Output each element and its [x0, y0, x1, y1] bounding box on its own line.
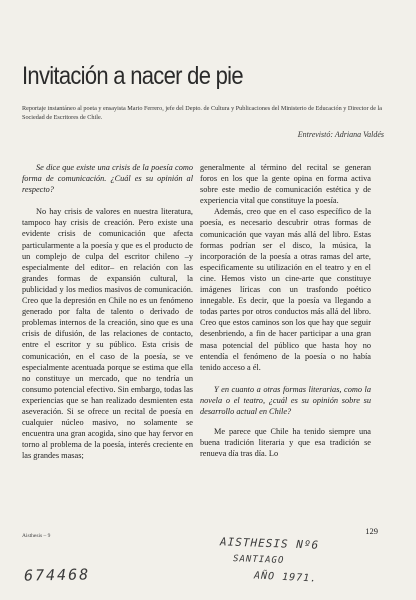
left-column	[22, 162, 193, 461]
answer-2: Me parece que Chile ha tenido siempre una buena tradición literaria y que esa tradición se renueva día tras día. Lo	[200, 427, 371, 459]
right-column	[200, 162, 371, 459]
page-number: 129	[365, 526, 378, 536]
handwritten-catalog-code: 674468	[23, 565, 91, 585]
handwritten-journal-note: AISTHESIS Nº6	[219, 535, 320, 552]
article-title: Invitación a nacer de pie	[22, 62, 243, 90]
answer-1-continued: generalmente al término del recital se generan foros en los que la gente opina en forma activa sobre este medio de comunicación estética y de experiencia vital que constituye la poesía.	[200, 163, 371, 206]
question-1: Se dice que existe una crisis de la poesía como forma de comunicación. ¿Cuál es su opinión al respecto?	[22, 163, 193, 195]
journal-footer: Aisthesis – 9	[22, 533, 51, 539]
handwritten-year-note: AÑO 1971.	[253, 570, 318, 585]
answer-1-continued-2: Además, creo que en el caso específico de la poesía, es necesario descubrir otras formas de comunicación que vayan más allá del libro. Estas formas podrían ser el disco, la música, la incorporación de la poesía a otras ramas del arte, especificamente su utilización en el teatro y en el cine. Hemos visto un cine-arte que constituye imágenes líricas con un trasfondo poético innegable. Es decir, que la poesía va llegando a todas partes por otros conductos más allá del libro. Creo que estos caminos son los que hay que seguir desenbriendo, a fin de hacer participar a una gran masa potencial del público que hasta hoy no entendía el fenómeno de la poesía o no había tenido acceso a él.	[200, 207, 371, 372]
interviewer-credit: Entrevistó: Adriana Valdés	[297, 130, 384, 139]
handwritten-city-note: SANTIAGO	[232, 554, 285, 566]
question-2: Y en cuanto a otras formas literarias, como la novela o el teatro, ¿cuál es su opinión sobre su desarrollo actual en Chile?	[200, 384, 371, 416]
article-intro: Reportaje instantáneo al poeta y ensayista Mario Ferrero, jefe del Depto. de Cultura y Publicaciones del Ministerio de Educación y Director de la Sociedad de Escritores de Chile.	[22, 105, 382, 121]
answer-1: No hay crisis de valores en nuestra literatura, tampoco hay crisis de creación. Pero existe una evidente crisis de comunicación que afecta particularmente a la poesía y que es el producto de un complejo de culpa del escritor chileno –y especialmente del editor– en relación con las grandes formas de expansión cultural, la publicidad y los medios masivos de comunicación. Creo que la depresión en Chile no es un fenómeno generado por falta de talento o derivado de problemas internos de la creación, sino que es una crisis de difusión, de las relaciones de contacto, entre el escritor y su público. Esta crisis de comunicación, en el caso de la poesía, se ve especialmente acentuada porque se estima que ella no constituye un mercado, que no tendría un consumo potencial efectivo. Sin embargo, todas las experiencias que se han realizado desmienten esta aseveración. Si se ofrece un recital de poesía en cualquier núcleo masivo, no solamente se encuentra una gran acogida, sino que hay fervor en torno al problema de la poesía, interés creciente en las grandes masas;	[22, 207, 193, 461]
